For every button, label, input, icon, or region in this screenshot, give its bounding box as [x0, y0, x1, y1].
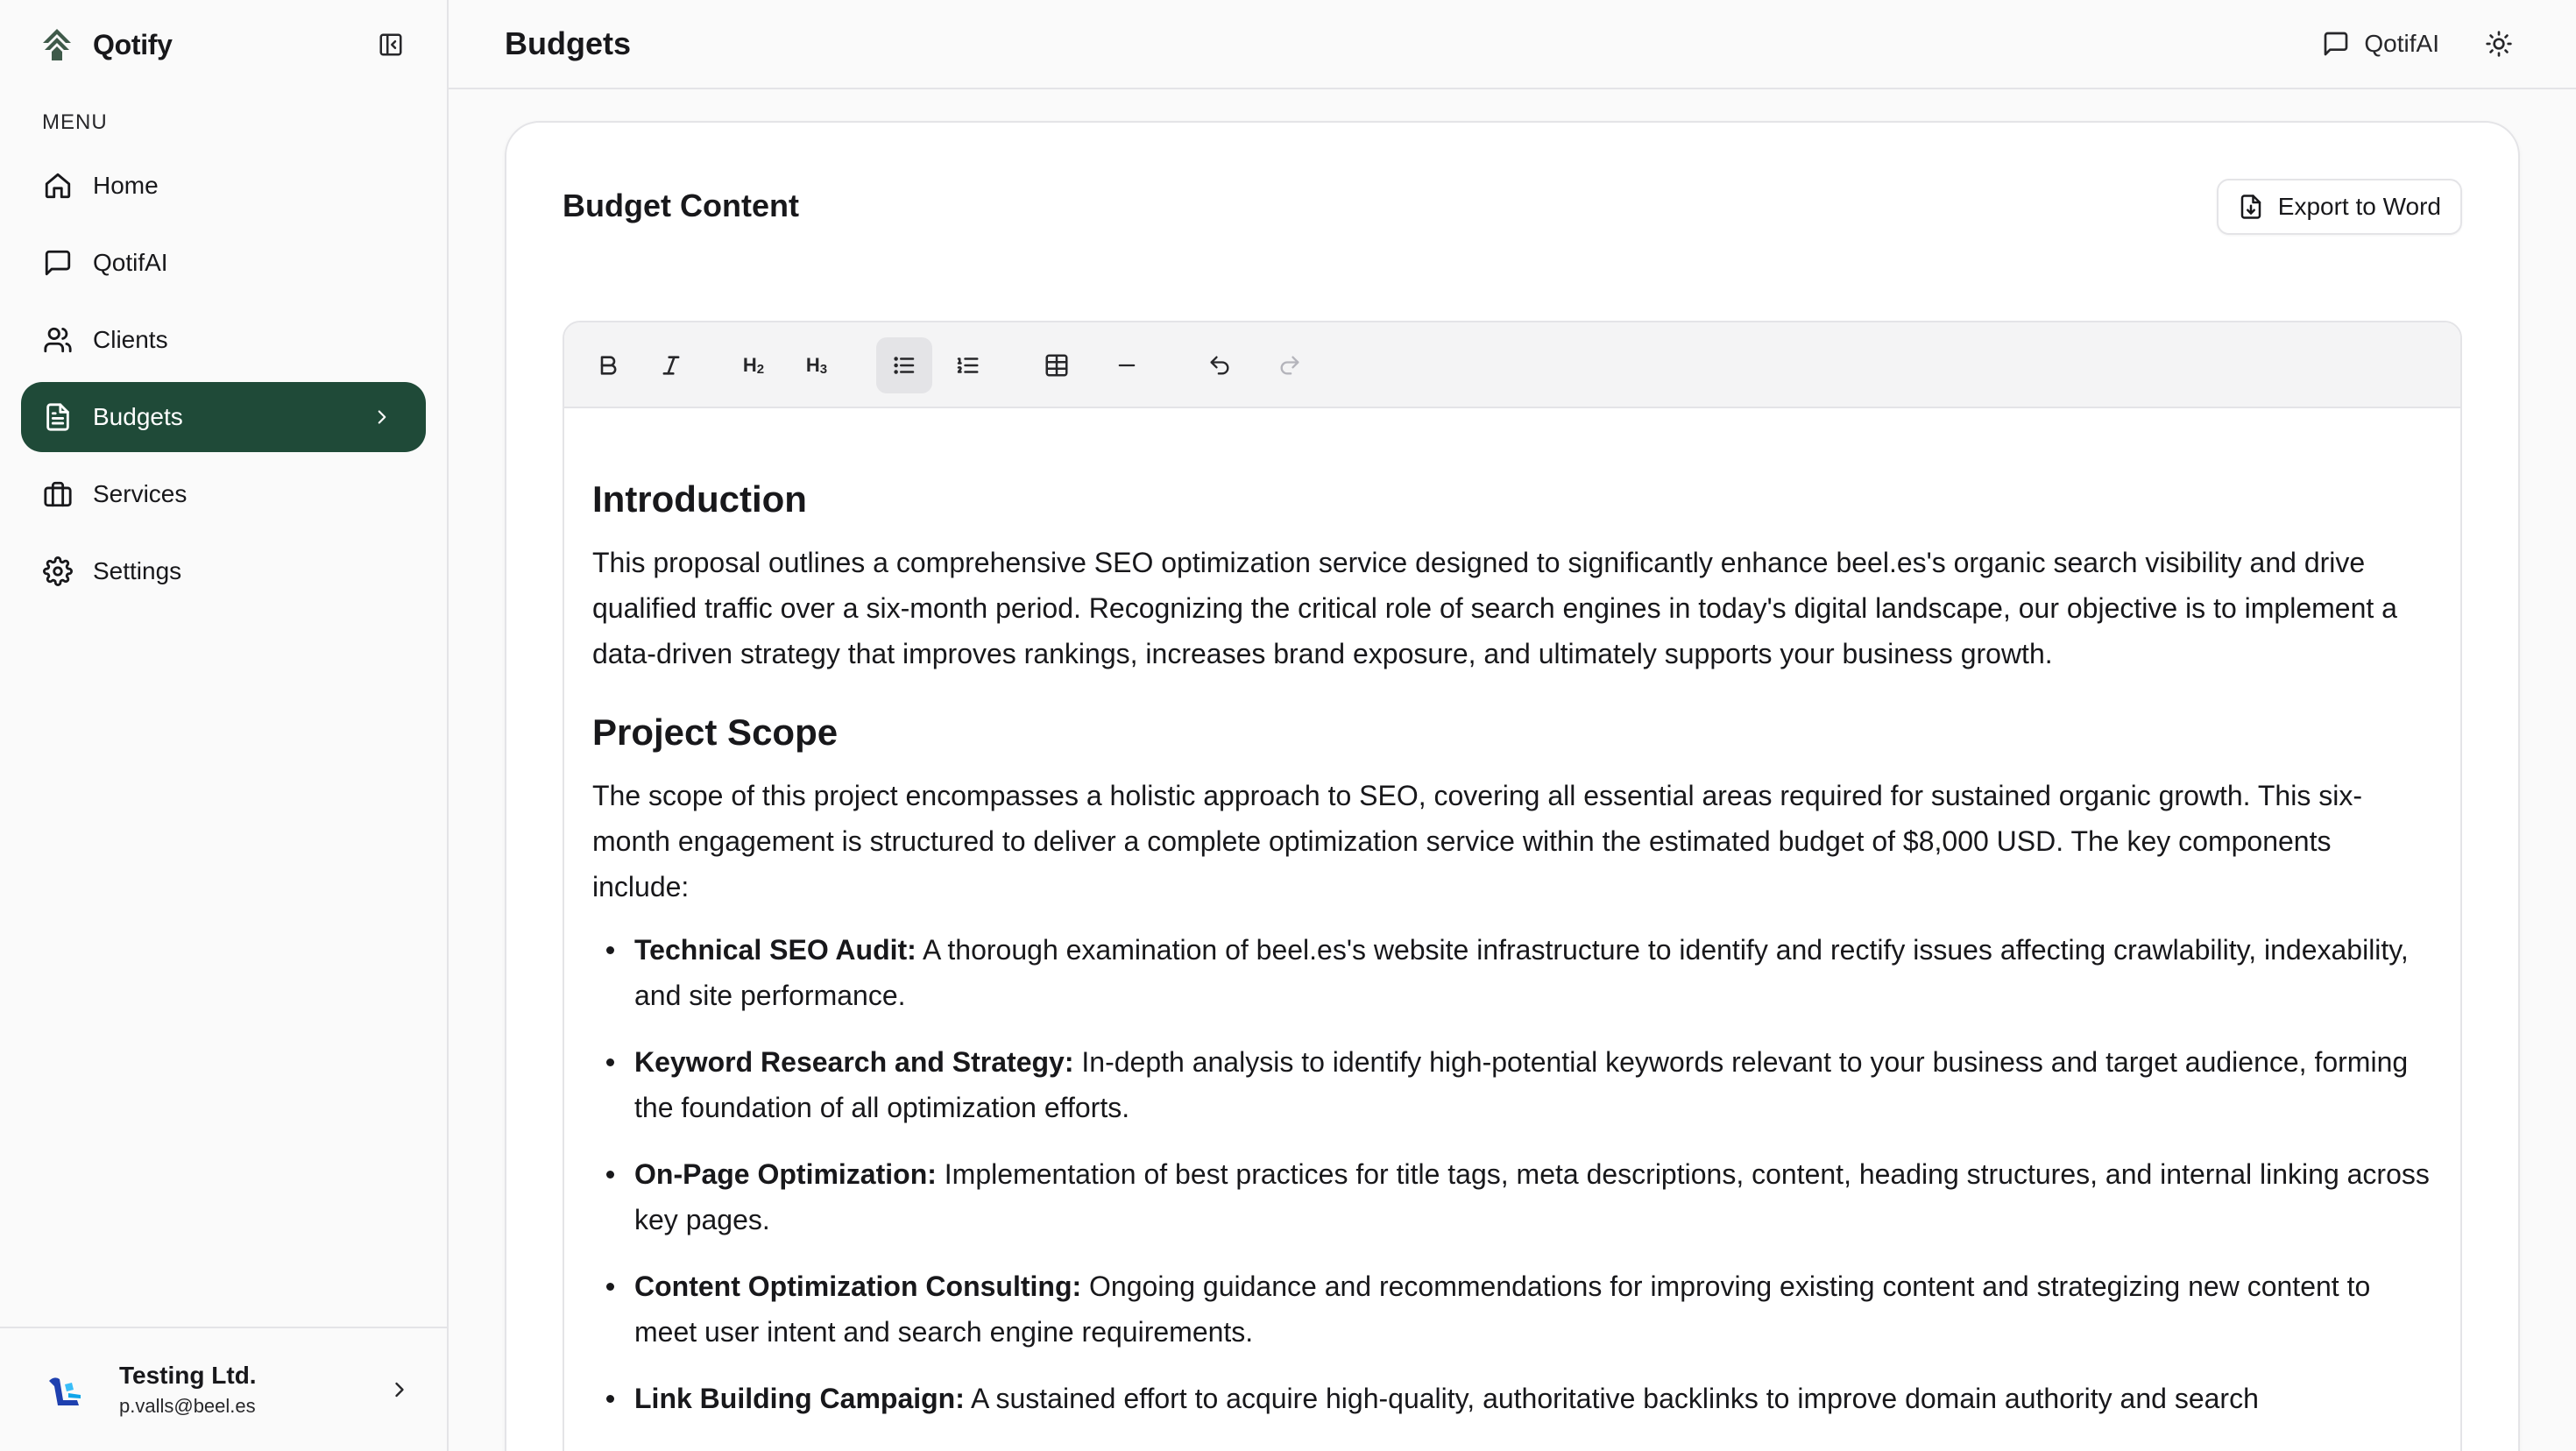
intro-paragraph: This proposal outlines a comprehensive SEO optimization service designed to significantly enhance beel.es's organic search visibility and drive qualified traffic over a six-month period. Recognizing the critical role of search engines in today's digital landscape, our objective is to implement a data-driven strategy that improves rankings, increases brand exposure, and ultimately supports your business growth.	[592, 547, 2397, 669]
theme-toggle-button[interactable]	[2478, 23, 2520, 65]
users-icon	[42, 324, 74, 356]
sidebar-nav	[0, 151, 447, 613]
bold-icon	[596, 353, 620, 378]
sidebar-item-label: Clients	[93, 326, 168, 353]
table-icon	[1044, 352, 1070, 379]
sidebar-item-qotifai[interactable]	[21, 228, 426, 298]
sidebar-item-label: Settings	[93, 557, 182, 584]
account-email: p.valls@beel.es	[119, 1395, 256, 1417]
sidebar	[0, 0, 449, 1451]
undo-button[interactable]	[1192, 337, 1248, 393]
editor-toolbar	[564, 322, 2460, 408]
company-logo-icon	[35, 1358, 98, 1421]
brand-name: Qotify	[93, 28, 173, 60]
list-item: Content Optimization Consulting: Ongoing guidance and recommendations for improving existing content and strategizing new content to meet user intent and search engine requirements.	[634, 1263, 2432, 1355]
sidebar-item-budgets[interactable]	[21, 382, 426, 452]
editor-content[interactable]	[564, 408, 2460, 1421]
main-area	[449, 0, 2576, 1451]
chevron-right-icon	[366, 401, 398, 433]
account-name: Testing Ltd.	[119, 1362, 257, 1389]
bullet-list-button[interactable]	[876, 337, 932, 393]
qotifai-label: QotifAI	[2364, 30, 2439, 57]
budget-content-card	[505, 121, 2520, 1451]
page-title: Budgets	[505, 25, 631, 61]
top-actions	[2322, 23, 2520, 65]
message-icon	[42, 247, 74, 279]
sidebar-item-settings[interactable]	[21, 536, 426, 606]
file-download-icon	[2238, 193, 2266, 221]
export-label: Export to Word	[2277, 193, 2441, 220]
export-to-word-button[interactable]	[2217, 179, 2462, 235]
sidebar-item-label: Budgets	[93, 403, 183, 430]
account-switcher[interactable]	[0, 1327, 447, 1451]
rich-text-editor[interactable]	[563, 321, 2462, 1451]
list-item: Technical SEO Audit: A thorough examination of beel.es's website infrastructure to identify and rectify issues affecting crawlability, indexability, and site performance.	[634, 927, 2432, 1018]
gear-icon	[42, 556, 74, 587]
home-icon	[42, 170, 74, 202]
scope-paragraph: The scope of this project encompasses a holistic approach to SEO, covering all essential areas required for sustained organic growth. This six-month engagement is structured to deliver a complete optimization service within the estimated budget of $8,000 USD. The key components include:	[592, 780, 2362, 902]
italic-button[interactable]	[643, 337, 699, 393]
heading-2-button[interactable]	[725, 337, 782, 393]
top-bar	[449, 0, 2576, 89]
sidebar-item-clients[interactable]	[21, 305, 426, 375]
intro-heading: Introduction	[592, 478, 807, 520]
heading-3-icon: $H_3$	[805, 354, 828, 377]
undo-icon	[1207, 353, 1232, 378]
brand	[0, 0, 447, 89]
redo-button[interactable]	[1262, 337, 1318, 393]
list-item: On-Page Optimization: Implementation of best practices for title tags, meta descriptions, content, heading structures, and internal linking across key pages.	[634, 1151, 2432, 1242]
file-text-icon	[42, 401, 74, 433]
heading-2-icon: $H_2$	[742, 354, 765, 377]
message-icon	[2322, 29, 2352, 59]
redo-icon	[1277, 353, 1302, 378]
table-button[interactable]	[1029, 337, 1085, 393]
qotify-logo-icon[interactable]	[35, 23, 79, 67]
sidebar-collapse-button[interactable]	[370, 24, 412, 66]
bullet-list-icon	[891, 352, 917, 379]
list-item: Keyword Research and Strategy: In-depth analysis to identify high-potential keywords relevant to your business and target audience, forming the foundation of all optimization efforts.	[634, 1039, 2432, 1130]
menu-label: MENU	[42, 110, 108, 134]
sun-icon	[2485, 30, 2513, 58]
horizontal-rule-icon	[1115, 353, 1139, 378]
sidebar-item-label: Home	[93, 172, 159, 199]
sidebar-item-label: Services	[93, 480, 188, 507]
chevron-right-icon	[384, 1374, 415, 1405]
list-item: Link Building Campaign: A sustained effort to acquire high-quality, authoritative backlinks to improve domain authority and search	[634, 1376, 2432, 1421]
italic-icon	[659, 353, 683, 378]
horizontal-rule-button[interactable]	[1099, 337, 1155, 393]
heading-3-button[interactable]	[789, 337, 845, 393]
bold-button[interactable]	[580, 337, 636, 393]
ordered-list-button[interactable]	[939, 337, 995, 393]
ordered-list-icon	[954, 352, 980, 379]
components-list	[592, 927, 2432, 1421]
sidebar-item-services[interactable]	[21, 459, 426, 529]
qotifai-button[interactable]	[2322, 29, 2439, 59]
sidebar-item-home[interactable]	[21, 151, 426, 221]
account-details	[119, 1362, 257, 1418]
card-title: Budget Content	[563, 188, 799, 223]
sidebar-item-label: QotifAI	[93, 249, 168, 276]
scope-heading: Project Scope	[592, 711, 839, 753]
briefcase-icon	[42, 478, 74, 510]
